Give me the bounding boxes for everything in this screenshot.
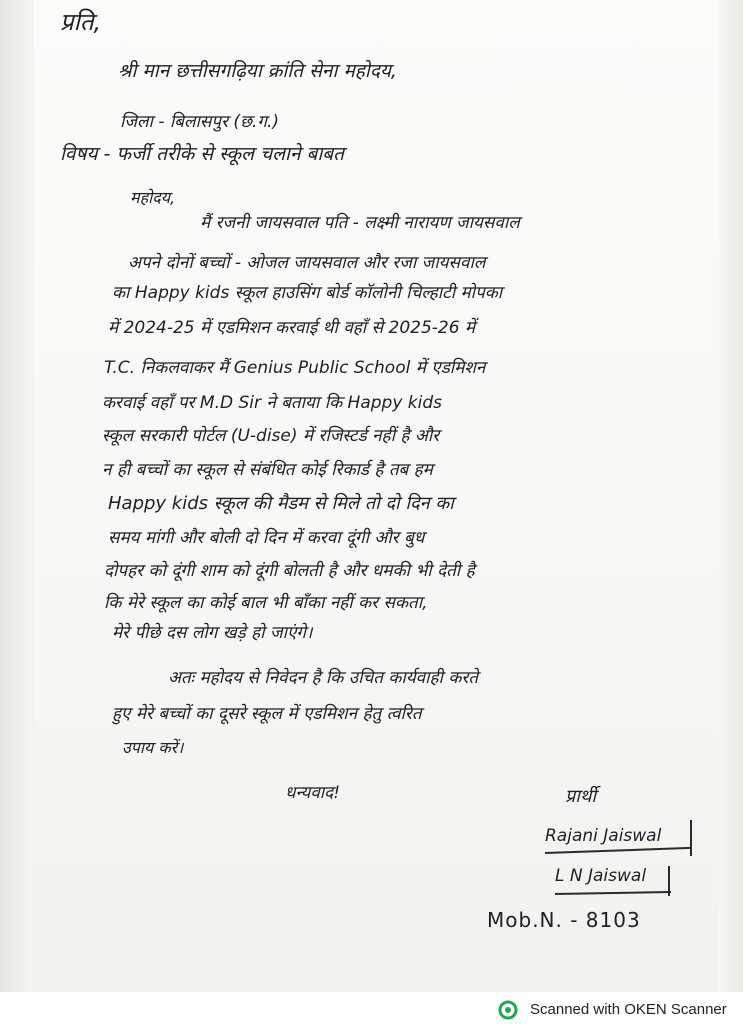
letter-greeting: महोदय,: [130, 188, 176, 207]
page-right-shadow: [719, 0, 743, 1000]
signature-stroke: [668, 866, 670, 896]
body-line: स्कूल सरकारी पोर्टल (U-dise) में रजिस्टर्ड नहीं है और: [102, 426, 440, 446]
page-left-shadow: [0, 0, 34, 1024]
body-line: मैं रजनी जायसवाल पति - लक्ष्मी नारायण जायसवाल: [200, 213, 520, 233]
recipient-district: जिला - बिलासपुर (छ.ग.): [120, 112, 279, 132]
body-line: T.C. निकलवाकर मैं Genius Public School में एडमिशन: [104, 358, 486, 378]
body-line: समय मांगी और बोली दो दिन में करवा दूंगी और बुध: [108, 528, 425, 548]
signature-primary: Rajani Jaiswal: [545, 826, 662, 846]
recipient-name: श्री मान छत्तीसगढ़िया क्रांति सेना महोदय,: [118, 60, 397, 82]
signature-secondary: L N Jaiswal: [555, 866, 647, 886]
signoff-label: प्रार्थी: [565, 786, 597, 807]
recipient-salutation: प्रति,: [60, 8, 102, 36]
body-line: Happy kids स्कूल की मैडम से मिले तो दो दिन का: [108, 493, 454, 514]
signature-underline: [545, 847, 691, 854]
body-line: कि मेरे स्कूल का कोई बाल भी बाँका नहीं कर सकता,: [104, 593, 428, 613]
mobile-number: Mob.N. - 8103: [487, 908, 641, 932]
body-line: का Happy kids स्कूल हाउसिंग बोर्ड कॉलोनी चिल्हाटी मोपका: [112, 283, 503, 303]
body-line: अपने दोनों बच्चों - ओजल जायसवाल और रजा जायसवाल: [128, 253, 486, 273]
body-line: मेरे पीछे दस लोग खड़े हो जाएंगे।: [112, 623, 313, 643]
body-line: न ही बच्चों का स्कूल से संबंधित कोई रिकार्ड है तब हम: [102, 460, 433, 480]
scanner-watermark: Scanned with OKEN Scanner: [530, 1001, 727, 1018]
closing-line: उपाय करें।: [122, 738, 184, 757]
oken-scanner-logo-icon: [498, 1000, 518, 1020]
closing-line: अतः महोदय से निवेदन है कि उचित कार्यवाही करते: [168, 668, 479, 688]
body-line: में 2024-25 में एडमिशन करवाई थी वहाँ से 2025-26 में: [108, 318, 476, 338]
letter-subject: विषय - फर्जी तरीके से स्कूल चलाने बाबत: [60, 143, 344, 165]
thanks-text: धन्यवाद!: [285, 783, 341, 803]
closing-line: हुए मेरे बच्चों का दूसरे स्कूल में एडमिशन हेतु त्वरित: [112, 704, 422, 724]
body-line: दोपहर को दूंगी शाम को दूंगी बोलती है और धमकी भी देती है: [104, 561, 475, 581]
signature-stroke: [690, 820, 692, 856]
body-line: करवाई वहाँ पर M.D Sir ने बताया कि Happy kids: [102, 393, 443, 413]
signature-underline: [555, 891, 671, 895]
